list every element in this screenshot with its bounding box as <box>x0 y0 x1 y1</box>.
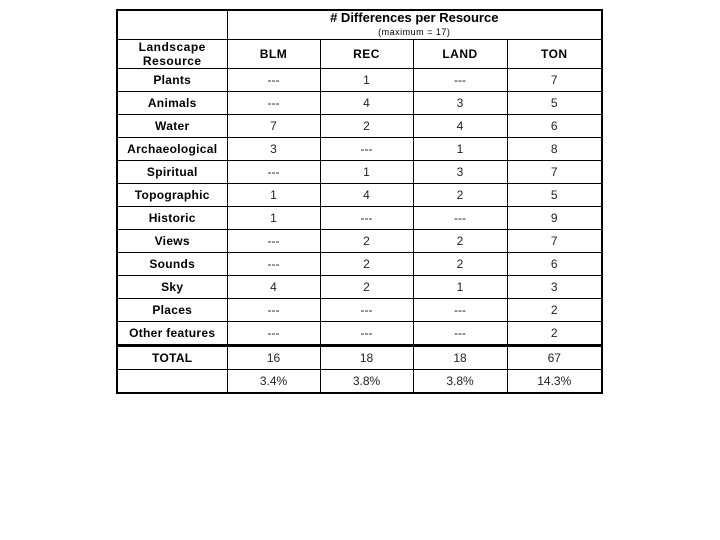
value-cell: 2 <box>507 299 602 322</box>
percent-row <box>117 370 602 394</box>
value-cell: 6 <box>507 115 602 138</box>
row-header: Landscape Resource <box>117 40 227 69</box>
value-cell: --- <box>227 161 320 184</box>
value-cell: --- <box>320 138 413 161</box>
value-cell: 2 <box>320 230 413 253</box>
percent-label <box>117 370 227 394</box>
row-label: Views <box>117 230 227 253</box>
column-header: REC <box>320 40 413 69</box>
table-row <box>117 299 602 322</box>
value-cell: 5 <box>507 92 602 115</box>
table-title: # Differences per Resource <box>330 10 499 25</box>
value-cell: --- <box>227 92 320 115</box>
row-label: Spiritual <box>117 161 227 184</box>
header-row <box>117 40 602 69</box>
value-cell: 8 <box>507 138 602 161</box>
value-cell: 4 <box>227 276 320 299</box>
value-cell: 7 <box>507 161 602 184</box>
value-cell: --- <box>413 207 507 230</box>
column-header: BLM <box>227 40 320 69</box>
percent-cell: 3.8% <box>320 370 413 394</box>
total-row <box>117 346 602 370</box>
table-row <box>117 161 602 184</box>
row-label: Animals <box>117 92 227 115</box>
total-cell: 18 <box>320 346 413 370</box>
value-cell: 3 <box>413 161 507 184</box>
value-cell: 2 <box>507 322 602 346</box>
value-cell: 2 <box>413 230 507 253</box>
value-cell: 1 <box>320 69 413 92</box>
value-cell: --- <box>413 299 507 322</box>
column-header: LAND <box>413 40 507 69</box>
value-cell: --- <box>227 253 320 276</box>
differences-table <box>116 9 603 394</box>
table-title-cell <box>227 10 602 40</box>
value-cell: 4 <box>320 92 413 115</box>
value-cell: 4 <box>413 115 507 138</box>
value-cell: 1 <box>227 207 320 230</box>
value-cell: 1 <box>320 161 413 184</box>
table-row <box>117 138 602 161</box>
empty-corner-cell <box>117 10 227 40</box>
row-label: Places <box>117 299 227 322</box>
value-cell: 2 <box>320 115 413 138</box>
table-subtitle: (maximum = 17) <box>378 27 451 37</box>
value-cell: 3 <box>227 138 320 161</box>
value-cell: --- <box>413 69 507 92</box>
table-row <box>117 69 602 92</box>
value-cell: --- <box>227 299 320 322</box>
value-cell: 9 <box>507 207 602 230</box>
row-label: Sounds <box>117 253 227 276</box>
total-cell: 16 <box>227 346 320 370</box>
percent-cell: 3.8% <box>413 370 507 394</box>
row-label: Historic <box>117 207 227 230</box>
table-row <box>117 253 602 276</box>
row-label: Plants <box>117 69 227 92</box>
row-label: Water <box>117 115 227 138</box>
value-cell: 1 <box>413 276 507 299</box>
value-cell: 3 <box>413 92 507 115</box>
value-cell: 6 <box>507 253 602 276</box>
value-cell: --- <box>227 322 320 346</box>
table-row <box>117 92 602 115</box>
table-row <box>117 276 602 299</box>
row-label: Topographic <box>117 184 227 207</box>
table-row <box>117 322 602 346</box>
value-cell: 2 <box>320 276 413 299</box>
value-cell: 2 <box>320 253 413 276</box>
value-cell: 7 <box>507 69 602 92</box>
column-header: TON <box>507 40 602 69</box>
value-cell: --- <box>320 322 413 346</box>
percent-cell: 3.4% <box>227 370 320 394</box>
table-row <box>117 184 602 207</box>
value-cell: --- <box>320 207 413 230</box>
row-label: Archaeological <box>117 138 227 161</box>
value-cell: --- <box>413 322 507 346</box>
row-label: Other features <box>117 322 227 346</box>
table-row <box>117 115 602 138</box>
value-cell: 4 <box>320 184 413 207</box>
row-label: Sky <box>117 276 227 299</box>
value-cell: --- <box>320 299 413 322</box>
value-cell: --- <box>227 69 320 92</box>
value-cell: --- <box>227 230 320 253</box>
value-cell: 3 <box>507 276 602 299</box>
total-label: TOTAL <box>117 346 227 370</box>
value-cell: 1 <box>227 184 320 207</box>
total-cell: 67 <box>507 346 602 370</box>
value-cell: 2 <box>413 253 507 276</box>
table-body <box>117 69 602 346</box>
percent-cell: 14.3% <box>507 370 602 394</box>
value-cell: 7 <box>227 115 320 138</box>
value-cell: 1 <box>413 138 507 161</box>
title-row <box>117 10 602 40</box>
table-row <box>117 230 602 253</box>
total-cell: 18 <box>413 346 507 370</box>
value-cell: 7 <box>507 230 602 253</box>
value-cell: 5 <box>507 184 602 207</box>
table-row <box>117 207 602 230</box>
value-cell: 2 <box>413 184 507 207</box>
